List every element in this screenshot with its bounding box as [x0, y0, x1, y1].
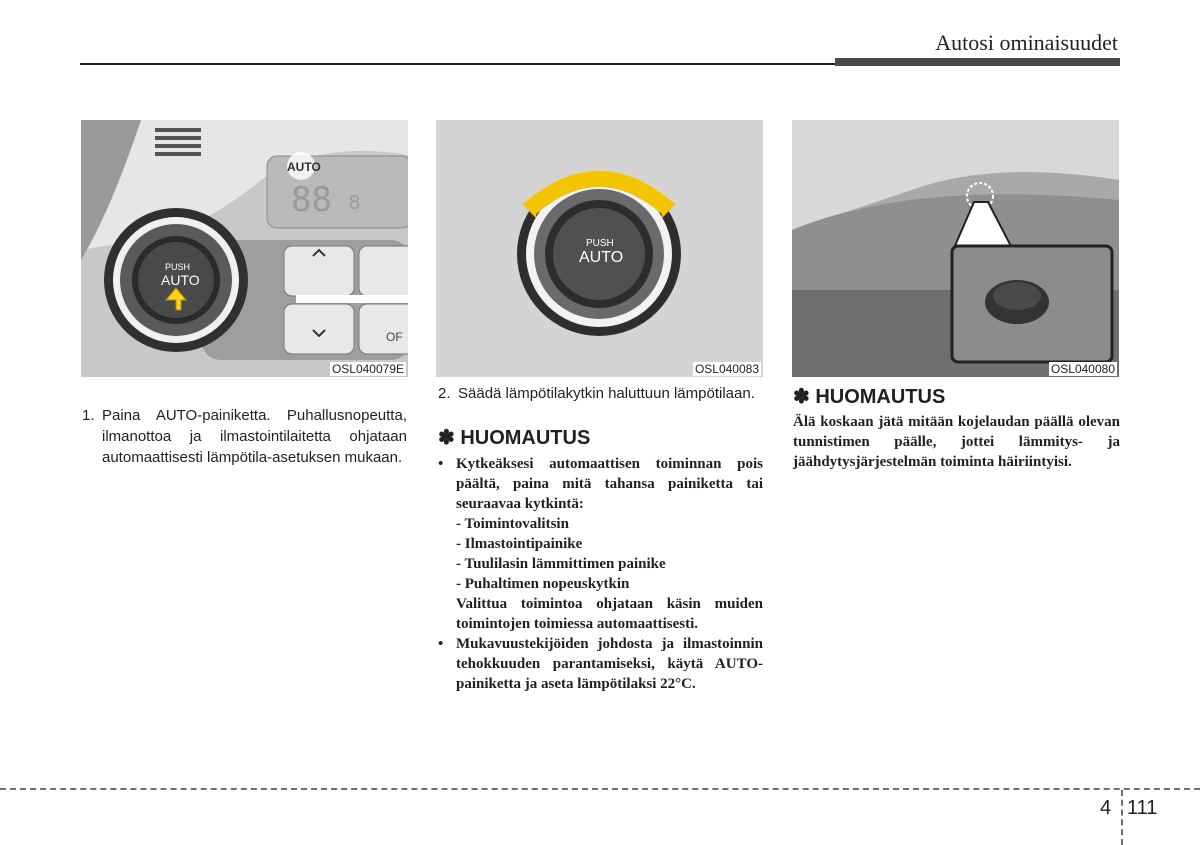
- display-small-digit: 8: [349, 192, 361, 214]
- page-number: 111: [1127, 797, 1158, 819]
- step-number: 1.: [82, 407, 95, 424]
- figure-code: OSL040080: [1050, 362, 1115, 376]
- sensor-illustration: [792, 120, 1119, 377]
- knob-auto-label: AUTO: [161, 272, 200, 288]
- note-bullet-text: Kytkeäksesi automaattisen toiminnan pois päältä, paina mitä tahansa painiketta tai seuraavaa kytkintä:: [456, 456, 763, 512]
- sub-item: - Toimintovalitsin: [456, 516, 569, 532]
- display-auto-label: AUTO: [287, 160, 321, 174]
- header-rule-accent: [835, 58, 1120, 66]
- note-bullet-tail: Valittua toimintoa ohjataan käsin muiden toimintojen toimiessa automaattisesti.: [456, 596, 763, 632]
- column-3: [793, 385, 1120, 472]
- step-text: Säädä lämpötilakytkin haluttuun lämpötilaan.: [458, 385, 755, 402]
- off-button-label: OF: [386, 330, 403, 344]
- note-bullet: • Kytkeäksesi automaattisen toiminnan pois päältä, paina mitä tahansa painiketta tai seuraavaa kytkintä: - Toimintovalitsin - Ilmastointipainike - Tuulilasin lämmittimen painike - Puhaltimen nopeuskytkin Valittua toimintoa ohjataan käsin muiden toimintojen toimiessa automaattisesti.: [438, 456, 763, 632]
- climate-panel-illustration: [81, 120, 408, 377]
- sub-item: - Ilmastointipainike: [456, 536, 583, 552]
- figure-temperature-knob: [436, 120, 763, 377]
- note-bullet-list: [438, 454, 763, 694]
- note-text: Älä koskaan jätä mitään kojelaudan päällä olevan tunnistimen päälle, jottei lämmitys- ja jäähdytysjärjestelmän toiminta häiriintyisi.: [793, 414, 1120, 470]
- step-text: Paina AUTO-painiketta. Puhallusnopeutta, ilmanottoa ja ilmastointilaitetta ohjataan automaattisesti lämpötila-asetuksen mukaan.: [102, 407, 407, 466]
- note-bullet: • Mukavuustekijöiden johdosta ja ilmastoinnin tehokkuuden parantamiseksi, käytä AUTO-painiketta ja aseta lämpötilaksi 22°C.: [438, 636, 763, 692]
- note-bullet-text: Mukavuustekijöiden johdosta ja ilmastoinnin tehokkuuden parantamiseksi, käytä AUTO-painiketta ja aseta lämpötilaksi 22°C.: [456, 636, 763, 692]
- note-heading: ✽ HUOMAUTUS: [438, 427, 591, 449]
- sub-item: - Tuulilasin lämmittimen painike: [456, 556, 666, 572]
- figure-auto-button: [81, 120, 408, 377]
- column-2: [438, 383, 763, 694]
- page-header-title: Autosi ominaisuudet: [935, 30, 1118, 55]
- knob-push-label: PUSH: [165, 262, 191, 272]
- figure-code: OSL040083: [694, 362, 759, 376]
- knob-auto-label: AUTO: [579, 249, 624, 266]
- footer-divider: [1121, 790, 1123, 845]
- step-number: 2.: [438, 385, 451, 402]
- knob-push-label: PUSH: [586, 238, 614, 249]
- sub-list: [456, 514, 763, 594]
- note-heading: ✽ HUOMAUTUS: [793, 386, 946, 408]
- column-1: [82, 405, 407, 468]
- footer-rule: [0, 788, 1200, 790]
- instruction-step-1: [82, 405, 407, 468]
- display-digits: 88: [291, 180, 332, 220]
- sub-item: - Puhaltimen nopeuskytkin: [456, 576, 630, 592]
- figure-code: OSL040079E: [331, 362, 404, 376]
- chapter-number: 4: [1100, 797, 1112, 819]
- instruction-step-2: [438, 383, 763, 404]
- figure-dashboard-sensor: [792, 120, 1119, 377]
- header-rule: [80, 63, 835, 65]
